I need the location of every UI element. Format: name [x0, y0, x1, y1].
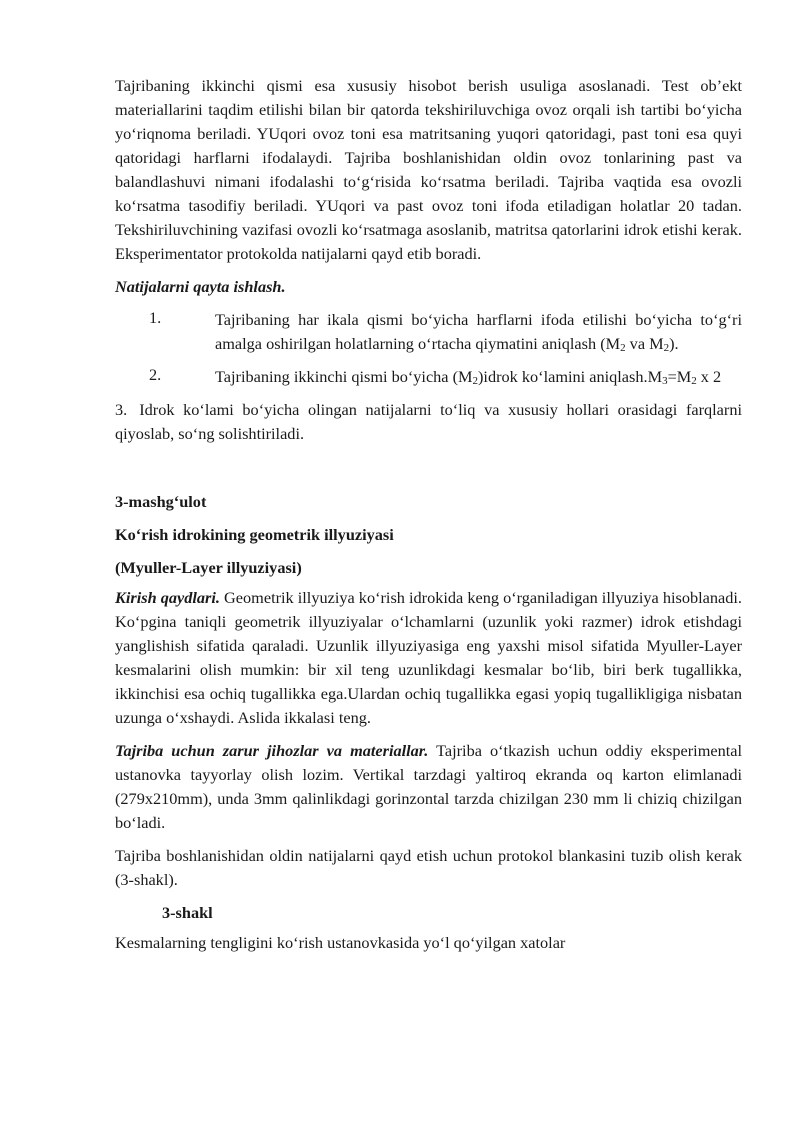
list-item-number: 1.	[149, 308, 162, 327]
results-list	[115, 308, 742, 389]
list-item-number: 3.	[115, 400, 128, 419]
results-heading: Natijalarni qayta ishlash.	[115, 277, 286, 296]
lesson-title: 3-mashg‘ulot	[115, 492, 207, 511]
list-item-text: Idrok ko‘lami bo‘yicha olingan natijalarni to‘liq va xususiy hollari orasidagi farqlarni qiyoslab, so‘ng solishtiriladi.	[115, 400, 742, 443]
equipment-paragraph	[115, 739, 742, 835]
lesson-subtitle: Ko‘rish idrokining geometrik illyuziyasi	[115, 525, 394, 544]
list-item-number: 2.	[149, 365, 162, 384]
list-item-3	[115, 398, 742, 446]
equipment-label: Tajriba uchun zarur jihozlar va materiallar.	[115, 741, 429, 760]
document-page	[115, 74, 742, 955]
list-item	[115, 365, 742, 389]
list-item	[115, 308, 742, 356]
list-item-text: Tajribaning har ikala qismi bo‘yicha harflarni ifoda etilishi bo‘yicha to‘g‘ri amalga oshirilgan holatlarning o‘rtacha qiymatini aniqlash ($M_2$ va $M_2$).	[215, 310, 742, 354]
equipment-text: Tajriba o‘tkazish uchun oddiy eksperimental ustanovka tayyorlay olish lozim. Vertikal tarzdagi yaltiroq ekranda oq karton elimlanadi (279x210mm), unda 3mm qalinlikdagi gorinzontal tarzda chizilgan 230 mm li chiziq chizilgan bo‘ladi.	[115, 741, 742, 832]
intro-paragraph: Tajribaning ikkinchi qismi esa xususiy hisobot berish usuliga asoslanadi. Test ob’ekt materiallarini taqdim etilishi bilan bir qatorda tekshiriluvchiga ovoz orqali ish tartibi bo‘yicha yo‘riqnoma beriladi. YUqori ovoz toni esa matritsaning yuqori qatoridagi, past toni esa quyi qatoridagi harflarni ifodalaydi. Tajriba boshlanishidan oldin ovoz tonlarining past va balandlashuvi nimani ifodalashi to‘g‘risida ko‘rsatma beriladi. Tajriba vaqtida esa ovozli ko‘rsatma tasodifiy beriladi. YUqori va past ovoz toni ifoda etiladigan holatlar 20 tadan. Tekshiriluvchining vazifasi ovozli ko‘rsatmaga asoslanib, matritsa qatorlarini idrok etishi kerak. Eksperimentator protokolda natijalarni qayd etib boradi.	[115, 76, 742, 263]
lesson-subtitle-2: (Myuller-Layer illyuziyasi)	[115, 558, 302, 577]
protocol-paragraph: Tajriba boshlanishidan oldin natijalarni qayd etish uchun protokol blankasini tuzib olish kerak (3-shakl).	[115, 846, 742, 889]
figure-caption: Kesmalarning tengligini ko‘rish ustanovkasida yo‘l qo‘yilgan xatolar	[115, 933, 566, 952]
intro-notes-label: Kirish qaydlari.	[115, 588, 220, 607]
list-item-text: Tajribaning ikkinchi qismi bo‘yicha $(M_2)idrok$ ko‘lamini $aniqlash.M_3=M_2$ x 2	[215, 367, 722, 387]
figure-label: 3-shakl	[162, 903, 213, 922]
intro-notes-text: Geometrik illyuziya ko‘rish idrokida keng o‘rganiladigan illyuziya hisoblanadi. Ko‘pgina taniqli geometrik illyuziyalar o‘lchamlarni (uzunlik yoki razmer) idrok etishdagi yanglishish sifatida qaraladi. Uzunlik illyuziyasiga eng yaxshi misol sifatida Myuller-Layer kesmalarini olish mumkin: bir xil teng uzunlikdagi kesmalar bo‘lib, biri berk tugallikka, ikkinchisi esa ochiq tugallikka ega.Ulardan ochiq tugallikka egasi yopiq tugallikligiga nisbatan uzunga o‘xshaydi. Aslida ikkalasi teng.	[115, 588, 742, 727]
intro-notes-paragraph	[115, 586, 742, 730]
